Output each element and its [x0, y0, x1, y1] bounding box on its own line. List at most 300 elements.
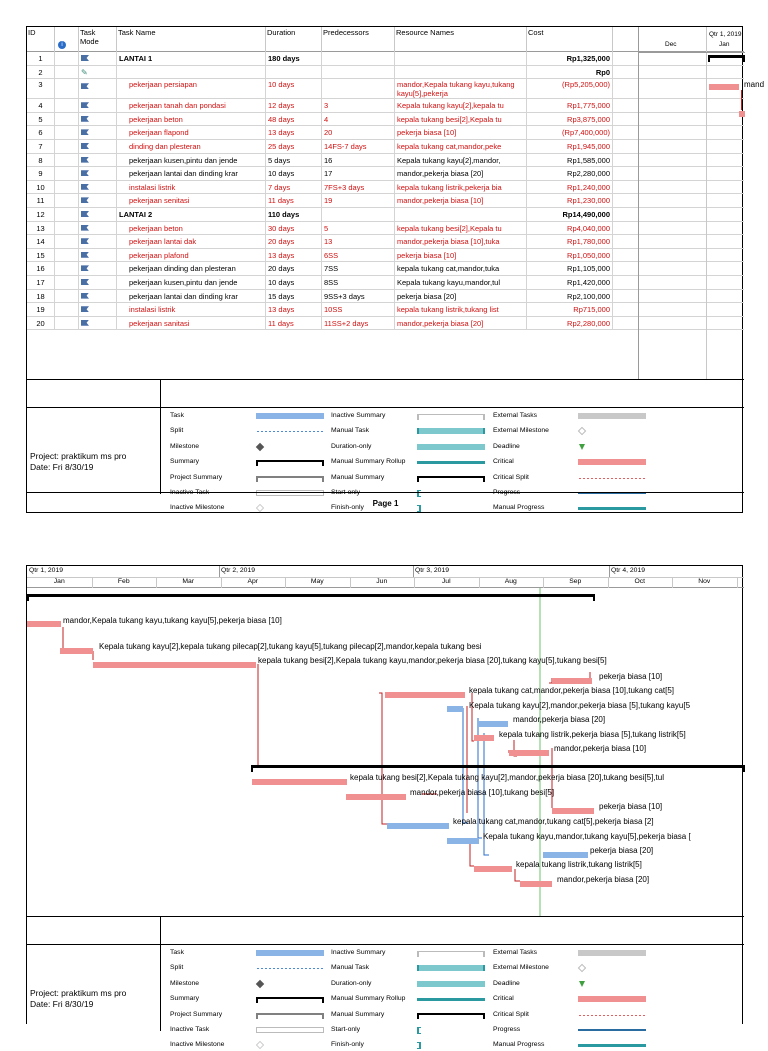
- auto-schedule-icon: [81, 225, 89, 231]
- legend-label: Critical Split: [493, 1010, 529, 1018]
- task-mode-cell[interactable]: [79, 79, 117, 99]
- auto-schedule-icon: [81, 252, 89, 258]
- mini-gantt-quarter: Qtr 1, 2019: [709, 31, 742, 38]
- cell-duration[interactable]: 48 days: [266, 113, 322, 127]
- cell-res[interactable]: Kepala tukang kayu[2],mandor,: [395, 154, 527, 168]
- task-mode-cell[interactable]: [79, 52, 117, 66]
- table-row[interactable]: [27, 194, 744, 208]
- indicator-cell[interactable]: [55, 99, 79, 113]
- cell-cost[interactable]: Rp1,585,000: [527, 154, 613, 168]
- legend-label: Manual Summary Rollup: [331, 995, 406, 1003]
- indicator-cell[interactable]: [55, 79, 79, 99]
- cell-name[interactable]: pekerjaan sanitasi: [117, 317, 266, 331]
- cell-pred[interactable]: 11SS+2 days: [322, 317, 395, 331]
- cell-duration[interactable]: 25 days: [266, 140, 322, 154]
- task-mode-cell[interactable]: [79, 66, 117, 80]
- legend-label: Manual Task: [331, 964, 370, 972]
- task-mode-cell[interactable]: [79, 276, 117, 290]
- cell-res[interactable]: mandor,pekerja biasa [10],tuka: [395, 235, 527, 249]
- table-row[interactable]: [27, 276, 744, 290]
- legend-inner-2: [27, 944, 744, 1049]
- legend-swatch-critical: [578, 996, 646, 1002]
- mini-link-line: [741, 90, 742, 110]
- cell-pred[interactable]: 16: [322, 154, 395, 168]
- cell-id[interactable]: 1: [27, 52, 55, 66]
- legend-swatch-duration-only: [417, 981, 485, 987]
- table-row[interactable]: [27, 99, 744, 113]
- cell-duration[interactable]: 13 days: [266, 126, 322, 140]
- project-name-2: Project: praktikum ms pro: [30, 988, 127, 998]
- cell-cost[interactable]: Rp1,780,000: [527, 235, 613, 249]
- cell-id[interactable]: 17: [27, 276, 55, 290]
- indicator-cell[interactable]: [55, 208, 79, 222]
- legend-swatch-inactive-summary: [417, 414, 485, 420]
- cell-cost[interactable]: Rp14,490,000: [527, 208, 613, 222]
- table-row[interactable]: [27, 79, 744, 99]
- cell-pred[interactable]: 8SS: [322, 276, 395, 290]
- task-mode-cell[interactable]: [79, 126, 117, 140]
- legend-swatch-milestone: [256, 980, 264, 988]
- col-header-info[interactable]: [55, 27, 79, 52]
- mini-gantt-month-jan: Jan: [719, 41, 730, 48]
- cell-res[interactable]: kepala tukang besi[2],Kepala tu: [395, 113, 527, 127]
- cell-duration[interactable]: 110 days: [266, 208, 322, 222]
- cell-duration[interactable]: 10 days: [266, 79, 322, 99]
- print-page-1: [26, 26, 765, 513]
- table-row[interactable]: [27, 235, 744, 249]
- bar-resource-label: pekerja biasa [10]: [599, 672, 663, 681]
- bar-resource-label: kepala tukang besi[2],Kepala tukang kayu,mandor,pekerja biasa [20],tukang kayu[5],tukang besi[5]: [258, 656, 607, 665]
- cell-id[interactable]: 5: [27, 113, 55, 127]
- cell-duration[interactable]: 20 days: [266, 235, 322, 249]
- quarter-separator: [219, 566, 220, 577]
- cell-pred[interactable]: 7SS: [322, 262, 395, 276]
- legend-swatch-external-milestone: [578, 964, 586, 972]
- auto-schedule-icon: [81, 184, 89, 190]
- legend-swatch-inactive-summary: [417, 951, 485, 957]
- cell-pred[interactable]: 20: [322, 126, 395, 140]
- legend-label: Task: [170, 412, 184, 419]
- auto-schedule-icon: [81, 279, 89, 285]
- month-label: May: [310, 578, 324, 585]
- bar-resource-label: mandor,pekerja biasa [20]: [557, 875, 650, 884]
- task-mode-cell[interactable]: [79, 222, 117, 236]
- bar-resource-label: kepala tukang cat,mandor,tukang cat[5],pekerja biasa [2]: [453, 817, 654, 826]
- indicator-cell[interactable]: [55, 276, 79, 290]
- cell-name[interactable]: pekerjaan flapond: [117, 126, 266, 140]
- legend-swatch-finish-only: [417, 1042, 421, 1049]
- cell-pred[interactable]: 6SS: [322, 249, 395, 263]
- cell-cost[interactable]: Rp1,945,000: [527, 140, 613, 154]
- cell-pred[interactable]: 14FS-7 days: [322, 140, 395, 154]
- auto-schedule-icon: [81, 55, 89, 61]
- bar-resource-label: Kepala tukang kayu[2],kepala tukang pilecap[2],tukang kayu[5],tukang pilecap[2],mandor,kepala tukang besi: [99, 642, 482, 651]
- cell-pred[interactable]: [322, 208, 395, 222]
- cell-duration[interactable]: 11 days: [266, 317, 322, 331]
- cell-duration[interactable]: 13 days: [266, 249, 322, 263]
- legend-swatch-critical-split: [578, 1014, 646, 1017]
- legend-divider: [160, 408, 161, 494]
- bar-resource-label: kepala tukang cat,mandor,pekerja biasa [10],tukang cat[5]: [469, 686, 675, 695]
- indicator-cell[interactable]: [55, 303, 79, 317]
- table-row[interactable]: [27, 167, 744, 181]
- bar-resource-label: pekerja biasa [10]: [599, 802, 663, 811]
- critical-task-bar[interactable]: [474, 735, 494, 741]
- cell-id[interactable]: 11: [27, 194, 55, 208]
- cell-name[interactable]: pekerjaan senitasi: [117, 194, 266, 208]
- legend-label: Progress: [493, 1026, 521, 1033]
- indicator-cell[interactable]: [55, 222, 79, 236]
- task-mode-cell[interactable]: [79, 113, 117, 127]
- cell-cost[interactable]: Rp0: [527, 66, 613, 80]
- cell-name[interactable]: instalasi listrik: [117, 181, 266, 195]
- table-row[interactable]: [27, 262, 744, 276]
- legend-label: Milestone: [170, 979, 200, 987]
- cell-name[interactable]: pekerjaan plafond: [117, 249, 266, 263]
- cell-pred[interactable]: 5: [322, 222, 395, 236]
- month-label: Feb: [117, 578, 130, 585]
- cell-pred[interactable]: 13: [322, 235, 395, 249]
- task-mode-cell[interactable]: [79, 154, 117, 168]
- cell-id[interactable]: 10: [27, 181, 55, 195]
- col-header-duration[interactable]: Duration: [266, 27, 322, 52]
- legend-swatch-manual-summary-rollup: [417, 461, 485, 464]
- cell-duration[interactable]: 12 days: [266, 99, 322, 113]
- cell-duration[interactable]: 10 days: [266, 167, 322, 181]
- indicator-cell[interactable]: [55, 167, 79, 181]
- cell-pred[interactable]: [322, 79, 395, 99]
- quarter-label: Qtr 3, 2019: [415, 567, 450, 574]
- cell-cost[interactable]: Rp3,875,000: [527, 113, 613, 127]
- cell-duration[interactable]: [266, 66, 322, 80]
- cell-duration[interactable]: 20 days: [266, 262, 322, 276]
- indicator-cell[interactable]: [55, 113, 79, 127]
- month-label: Jun: [376, 578, 388, 585]
- cell-cost[interactable]: (Rp7,400,000): [527, 126, 613, 140]
- legend-swatch-split: [256, 430, 324, 433]
- legend-label: Milestone: [170, 442, 200, 450]
- cell-id[interactable]: 18: [27, 290, 55, 304]
- cell-res[interactable]: mandor,pekerja biasa [10]: [395, 194, 527, 208]
- critical-task-bar[interactable]: [552, 808, 594, 814]
- task-mode-cell[interactable]: [79, 317, 117, 331]
- cell-cost[interactable]: Rp1,325,000: [527, 52, 613, 66]
- cell-pred[interactable]: 4: [322, 113, 395, 127]
- legend-swatch-duration-only: [417, 444, 485, 450]
- task-bar[interactable]: [447, 838, 479, 844]
- task-mode-cell[interactable]: [79, 208, 117, 222]
- month-label: Aug: [504, 578, 517, 585]
- bar-resource-label: mandor,Kepala tukang kayu,tukang kayu[5],pekerja biasa [10]: [63, 616, 282, 625]
- legend-label: External Tasks: [493, 949, 538, 956]
- table-header: [27, 27, 744, 52]
- indicator-cell[interactable]: [55, 290, 79, 304]
- cell-id[interactable]: 13: [27, 222, 55, 236]
- legend-swatch-external-tasks: [578, 413, 646, 419]
- cell-cost[interactable]: (Rp5,205,000): [527, 79, 613, 99]
- legend-swatch-milestone: [256, 443, 264, 451]
- critical-task-bar[interactable]: [520, 881, 552, 887]
- legend-swatch-split: [256, 967, 324, 970]
- col-header-name[interactable]: Task Name: [117, 27, 266, 52]
- task-bar[interactable]: [478, 721, 508, 727]
- legend-label: Manual Task: [331, 427, 370, 435]
- table-row[interactable]: [27, 126, 744, 140]
- auto-schedule-icon: [81, 293, 89, 299]
- cell-duration[interactable]: 7 days: [266, 181, 322, 195]
- legend-label: Start-only: [331, 489, 361, 496]
- cell-id[interactable]: 7: [27, 140, 55, 154]
- cell-cost[interactable]: Rp1,105,000: [527, 262, 613, 276]
- cell-res[interactable]: kepala tukang listrik,tukang list: [395, 303, 527, 317]
- cell-name[interactable]: pekerjaan persiapan: [117, 79, 266, 99]
- cell-pred[interactable]: 19: [322, 194, 395, 208]
- mini-gantt: [638, 27, 765, 379]
- cell-name[interactable]: pekerjaan tanah dan pondasi: [117, 99, 266, 113]
- legend-swatch-manual-progress: [578, 1044, 646, 1047]
- cell-cost[interactable]: Rp1,230,000: [527, 194, 613, 208]
- indicator-cell[interactable]: [55, 154, 79, 168]
- table-row[interactable]: [27, 181, 744, 195]
- cell-res[interactable]: kepala tukang besi[2],Kepala tu: [395, 222, 527, 236]
- cell-pred[interactable]: 10SS: [322, 303, 395, 317]
- cell-id[interactable]: 15: [27, 249, 55, 263]
- cell-name[interactable]: pekerjaan beton: [117, 113, 266, 127]
- cell-cost[interactable]: Rp1,050,000: [527, 249, 613, 263]
- cell-pred[interactable]: 3: [322, 99, 395, 113]
- indicator-cell[interactable]: [55, 140, 79, 154]
- critical-task-bar[interactable]: [60, 648, 93, 654]
- legend-top-divider: [160, 380, 161, 407]
- indicator-cell[interactable]: [55, 52, 79, 66]
- task-mode-cell[interactable]: [79, 181, 117, 195]
- cell-res[interactable]: pekerja biasa [10]: [395, 249, 527, 263]
- legend-swatch-external-tasks: [578, 950, 646, 956]
- cell-name[interactable]: pekerjaan lantai dak: [117, 235, 266, 249]
- cell-id[interactable]: 8: [27, 154, 55, 168]
- table-row[interactable]: [27, 317, 744, 331]
- task-mode-cell[interactable]: [79, 194, 117, 208]
- legend-label: Inactive Task: [170, 489, 210, 496]
- mini-summary-bar[interactable]: [708, 55, 745, 58]
- cell-cost[interactable]: Rp2,280,000: [527, 167, 613, 181]
- indicator-cell[interactable]: [55, 126, 79, 140]
- cell-pred[interactable]: 9SS+3 days: [322, 290, 395, 304]
- indicator-cell[interactable]: [55, 181, 79, 195]
- critical-task-bar[interactable]: [385, 692, 465, 698]
- legend-label: Inactive Summary: [331, 949, 386, 956]
- task-mode-cell[interactable]: [79, 167, 117, 181]
- table-row[interactable]: [27, 113, 744, 127]
- task-bar[interactable]: [447, 706, 463, 712]
- col-header-cost[interactable]: Cost: [527, 27, 613, 52]
- task-mode-cell[interactable]: [79, 235, 117, 249]
- legend-label: Task: [170, 949, 184, 956]
- bar-resource-label: mandor,pekerja biasa [20]: [513, 715, 606, 724]
- cell-cost[interactable]: Rp2,100,000: [527, 290, 613, 304]
- cell-duration[interactable]: 13 days: [266, 303, 322, 317]
- cell-pred[interactable]: [322, 66, 395, 80]
- cell-res[interactable]: [395, 208, 527, 222]
- critical-task-bar[interactable]: [509, 750, 549, 756]
- table-row[interactable]: [27, 249, 744, 263]
- task-mode-cell[interactable]: [79, 140, 117, 154]
- auto-schedule-icon: [81, 143, 89, 149]
- cell-name[interactable]: [117, 66, 266, 80]
- month-label: Oct: [634, 578, 646, 585]
- month-label: Sep: [569, 578, 582, 585]
- cell-cost[interactable]: Rp715,000: [527, 303, 613, 317]
- cell-duration[interactable]: 10 days: [266, 276, 322, 290]
- legend-label: Finish-only: [331, 504, 364, 512]
- table-row[interactable]: [27, 52, 744, 66]
- cell-id[interactable]: 2: [27, 66, 55, 80]
- project-summary-bar-lantai-1[interactable]: [27, 594, 595, 597]
- cell-res[interactable]: mandor,pekerja biasa [20]: [395, 167, 527, 181]
- cell-cost[interactable]: Rp1,240,000: [527, 181, 613, 195]
- cell-pred[interactable]: [322, 52, 395, 66]
- col-header-predecessors[interactable]: Predecessors: [322, 27, 395, 52]
- legend-swatch-start-only: [417, 1027, 421, 1034]
- col-header-resources[interactable]: Resource Names: [395, 27, 527, 52]
- critical-task-bar[interactable]: [346, 794, 406, 800]
- legend-swatch-deadline: [579, 981, 585, 987]
- indicator-cell[interactable]: [55, 66, 79, 80]
- legend-label: External Milestone: [493, 427, 549, 435]
- cell-id[interactable]: 4: [27, 99, 55, 113]
- summary-bar-lantai-2[interactable]: [251, 765, 745, 768]
- task-bar[interactable]: [543, 852, 588, 858]
- table-row[interactable]: [27, 303, 744, 317]
- legend-label: External Tasks: [493, 412, 538, 419]
- table-row[interactable]: [27, 290, 744, 304]
- cell-duration[interactable]: 30 days: [266, 222, 322, 236]
- task-mode-cell[interactable]: [79, 249, 117, 263]
- project-name: Project: praktikum ms pro: [30, 451, 127, 461]
- cell-name[interactable]: dinding dan plesteran: [117, 140, 266, 154]
- bar-resource-label: kepala tukang besi[2],Kepala tukang kayu[2],mandor,pekerja biasa [20],tukang besi[5],tul: [350, 773, 664, 782]
- task-mode-cell[interactable]: [79, 290, 117, 304]
- cell-cost[interactable]: Rp2,280,000: [527, 317, 613, 331]
- critical-task-bar[interactable]: [93, 662, 256, 668]
- cell-res[interactable]: Kepala tukang kayu,mandor,tul: [395, 276, 527, 290]
- cell-res[interactable]: kepala tukang cat,mandor,peke: [395, 140, 527, 154]
- cell-duration[interactable]: 15 days: [266, 290, 322, 304]
- bar-resource-label: Kepala tukang kayu[2],mandor,pekerja biasa [5],tukang kayu[5: [469, 701, 691, 710]
- indicator-cell[interactable]: [55, 262, 79, 276]
- auto-schedule-icon: [81, 102, 89, 108]
- month-label: Jan: [53, 578, 65, 585]
- cell-duration[interactable]: 180 days: [266, 52, 322, 66]
- cell-res[interactable]: kepala tukang listrik,pekerja bia: [395, 181, 527, 195]
- task-mode-cell[interactable]: [79, 99, 117, 113]
- cell-id[interactable]: 20: [27, 317, 55, 331]
- legend-label: External Milestone: [493, 964, 549, 972]
- critical-task-bar[interactable]: [252, 779, 347, 785]
- critical-task-bar[interactable]: [27, 621, 61, 627]
- table-row[interactable]: [27, 222, 744, 236]
- cell-res[interactable]: [395, 66, 527, 80]
- cell-id[interactable]: 12: [27, 208, 55, 222]
- cell-duration[interactable]: 5 days: [266, 154, 322, 168]
- indicator-cell[interactable]: [55, 317, 79, 331]
- indicator-cell[interactable]: [55, 235, 79, 249]
- print-page-2: [26, 565, 743, 1049]
- cell-res[interactable]: kepala tukang cat,mandor,tuka: [395, 262, 527, 276]
- cell-name[interactable]: pekerjaan lantai dan dinding krar: [117, 290, 266, 304]
- cell-id[interactable]: 19: [27, 303, 55, 317]
- cell-pred[interactable]: 17: [322, 167, 395, 181]
- cell-name[interactable]: pekerjaan kusen,pintu dan jende: [117, 276, 266, 290]
- cell-duration[interactable]: 11 days: [266, 194, 322, 208]
- cell-name[interactable]: pekerjaan lantai dan dinding krar: [117, 167, 266, 181]
- mini-task-bar-4[interactable]: [739, 111, 745, 117]
- table-row[interactable]: [27, 140, 744, 154]
- cell-id[interactable]: 16: [27, 262, 55, 276]
- task-mode-cell[interactable]: [79, 303, 117, 317]
- table-row[interactable]: [27, 66, 744, 80]
- indicator-cell[interactable]: [55, 194, 79, 208]
- cell-cost[interactable]: Rp1,775,000: [527, 99, 613, 113]
- cell-name[interactable]: LANTAI 2: [117, 208, 266, 222]
- legend-swatch-project-summary: [256, 476, 324, 482]
- table-row[interactable]: [27, 154, 744, 168]
- mini-task-bar-3[interactable]: [709, 84, 739, 90]
- cell-res[interactable]: mandor,pekerja biasa [20]: [395, 317, 527, 331]
- quarter-separator: [413, 566, 414, 577]
- bar-resource-label: mandor,pekerja biasa [10],tukang besi[5]: [410, 788, 555, 797]
- cell-id[interactable]: 6: [27, 126, 55, 140]
- cell-res[interactable]: mandor,Kepala tukang kayu,tukang kayu[5],pekerja: [395, 79, 527, 99]
- cell-name[interactable]: pekerjaan dinding dan plesteran: [117, 262, 266, 276]
- legend-label: Critical: [493, 995, 514, 1003]
- auto-schedule-icon: [81, 238, 89, 244]
- cell-id[interactable]: 9: [27, 167, 55, 181]
- cell-id[interactable]: 3: [27, 79, 55, 99]
- cell-res[interactable]: Kepala tukang kayu[2],kepala tu: [395, 99, 527, 113]
- cell-name[interactable]: LANTAI 1: [117, 52, 266, 66]
- col-header-id[interactable]: ID: [27, 27, 55, 52]
- cell-id[interactable]: 14: [27, 235, 55, 249]
- quarter-label: Qtr 1, 2019: [29, 567, 64, 574]
- task-bar[interactable]: [387, 823, 449, 829]
- legend-swatch-progress: [578, 1029, 646, 1031]
- cell-res[interactable]: pekerja biasa [10]: [395, 126, 527, 140]
- cell-name[interactable]: instalasi listrik: [117, 303, 266, 317]
- table-row[interactable]: [27, 208, 744, 222]
- cell-name[interactable]: pekerjaan kusen,pintu dan jende: [117, 154, 266, 168]
- indicator-cell[interactable]: [55, 249, 79, 263]
- task-mode-cell[interactable]: [79, 262, 117, 276]
- page-footer: Page 1: [27, 492, 744, 513]
- legend-label: Deadline: [493, 979, 520, 987]
- mini-gantt-header-rule: [639, 52, 745, 53]
- cell-name[interactable]: pekerjaan beton: [117, 222, 266, 236]
- critical-task-bar[interactable]: [474, 866, 512, 872]
- legend-swatch-manual-summary: [417, 476, 485, 482]
- auto-schedule-icon: [81, 170, 89, 176]
- cell-pred[interactable]: 7FS+3 days: [322, 181, 395, 195]
- cell-res[interactable]: pekerja biasa [20]: [395, 290, 527, 304]
- critical-task-bar[interactable]: [552, 678, 592, 684]
- legend-label: Duration-only: [331, 979, 372, 987]
- cell-res[interactable]: [395, 52, 527, 66]
- cell-cost[interactable]: Rp1,420,000: [527, 276, 613, 290]
- cell-cost[interactable]: Rp4,040,000: [527, 222, 613, 236]
- legend-label: Project Summary: [170, 473, 223, 481]
- mini-gantt-month-dec: Dec: [665, 41, 677, 48]
- col-header-mode[interactable]: Task Mode: [79, 27, 117, 52]
